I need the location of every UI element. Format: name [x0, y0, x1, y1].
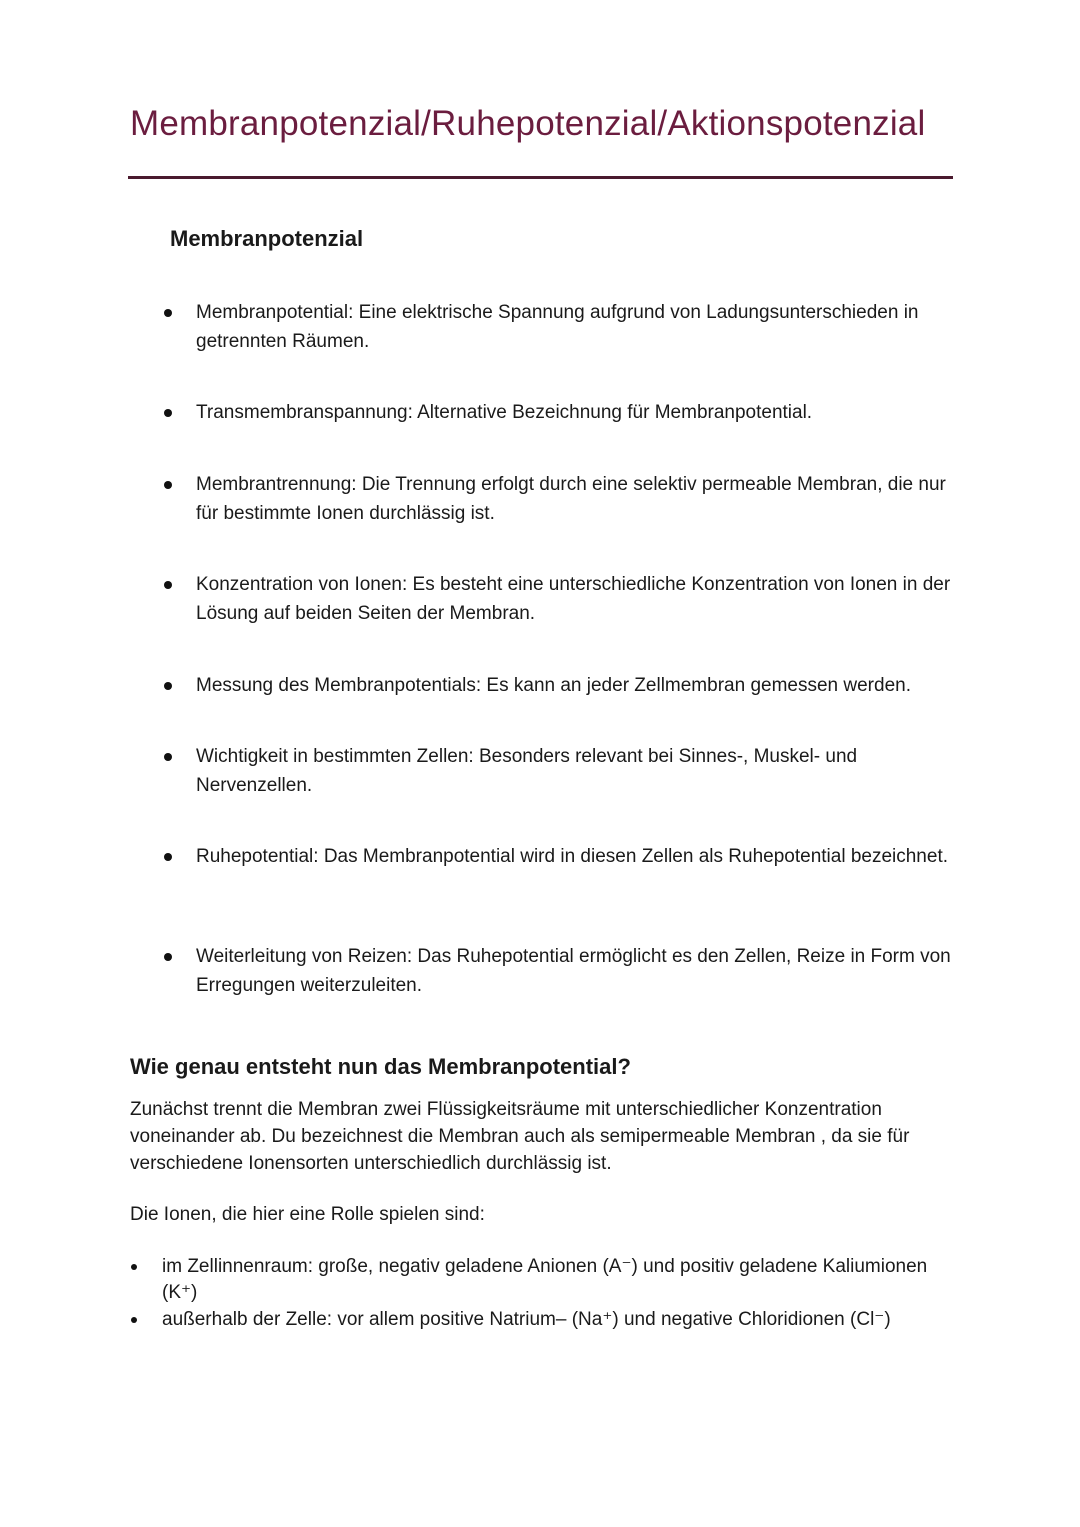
explanation-heading: Wie genau entsteht nun das Membranpotential?: [130, 1054, 631, 1079]
bullet-dot-icon: [164, 953, 172, 961]
bullet-text: Membrantrennung: Die Trennung erfolgt durch eine selektiv permeable Membran, die nur für bestimmte Ionen durchlässig ist.: [196, 474, 946, 524]
bullet-dot-icon: [164, 309, 172, 317]
bullet-item: [196, 842, 956, 871]
ion-text: außerhalb der Zelle: vor allem positive Natrium– (Na⁺) und negative Chloridionen (Cl⁻): [162, 1309, 891, 1330]
bullet-dot-icon: [164, 581, 172, 589]
title-divider: [128, 176, 953, 179]
bullet-dot-icon: [164, 682, 172, 690]
bullet-item: [196, 671, 956, 700]
bullet-text: Wichtigkeit in bestimmten Zellen: Besonders relevant bei Sinnes-, Muskel- und Nervenzellen.: [196, 746, 858, 796]
bullet-text: Konzentration von Ionen: Es besteht eine unterschiedliche Konzentration von Ionen in der Lösung auf beiden Seiten der Membran.: [196, 574, 951, 624]
ions-intro: Die Ionen, die hier eine Rolle spielen sind:: [130, 1204, 485, 1225]
bullet-dot-icon: [131, 1317, 137, 1323]
bullet-item: [196, 398, 956, 427]
ion-list-item: [162, 1254, 962, 1306]
explanation-paragraph: Zunächst trennt die Membran zwei Flüssigkeitsräume mit unterschiedlicher Konzentration voneinander ab. Du bezeichnest die Membran auch als semipermeable Membran , da sie für verschiedene Ionensorten unterschiedlich durchlässig ist.: [130, 1099, 910, 1174]
bullet-dot-icon: [164, 753, 172, 761]
bullet-item: [196, 570, 956, 628]
bullet-item: [196, 298, 956, 356]
bullet-dot-icon: [131, 1264, 137, 1270]
bullet-item: [196, 742, 956, 800]
bullet-dot-icon: [164, 481, 172, 489]
bullet-item: [196, 470, 956, 528]
bullet-text: Ruhepotential: Das Membranpotential wird in diesen Zellen als Ruhepotential bezeichnet.: [196, 846, 949, 867]
document-title: Membranpotenzial/Ruhepotenzial/Aktionspotenzial: [130, 104, 926, 143]
bullet-text: Weiterleitung von Reizen: Das Ruhepotential ermöglicht es den Zellen, Reize in Form von Erregungen weiterzuleiten.: [196, 946, 951, 996]
bullet-text: Membranpotential: Eine elektrische Spannung aufgrund von Ladungsunterschieden in getrennten Räumen.: [196, 302, 919, 352]
bullet-dot-icon: [164, 409, 172, 417]
ion-list-item: [162, 1307, 962, 1333]
ion-text: im Zellinnenraum: große, negativ geladene Anionen (A⁻) und positiv geladene Kaliumionen (K⁺): [162, 1256, 928, 1303]
bullet-text: Messung des Membranpotentials: Es kann an jeder Zellmembran gemessen werden.: [196, 675, 911, 696]
bullet-dot-icon: [164, 853, 172, 861]
bullet-item: [196, 942, 956, 1000]
section-heading: Membranpotenzial: [170, 226, 364, 251]
bullet-text: Transmembranspannung: Alternative Bezeichnung für Membranpotential.: [196, 402, 813, 423]
